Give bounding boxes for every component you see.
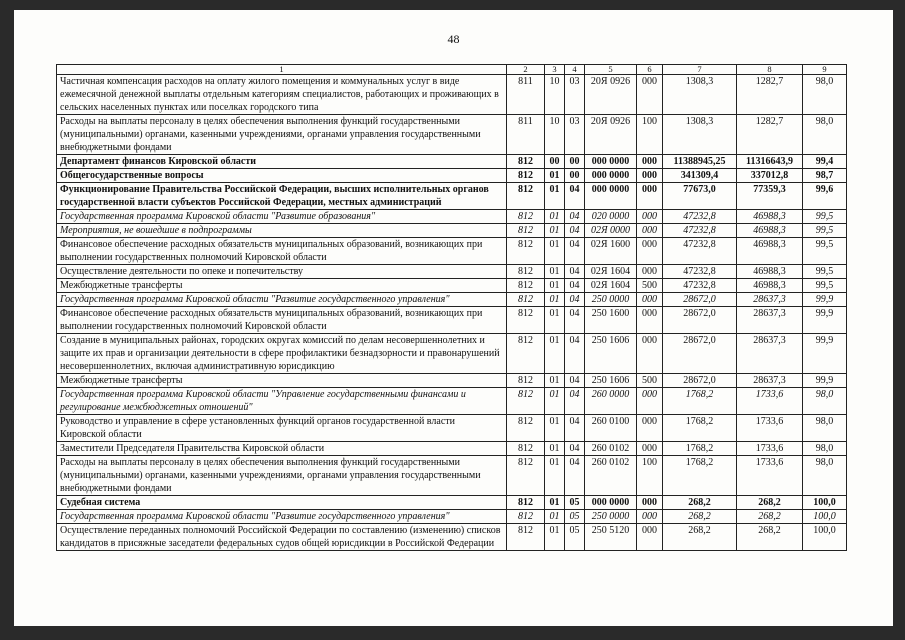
table-row: [57, 224, 847, 238]
subsection-code-cell: 04: [565, 265, 585, 279]
row-name-cell: Мероприятия, не вошедшие в подпрограммы: [57, 224, 507, 238]
expense-type-code-cell: 500: [637, 279, 663, 293]
column-header: 5: [585, 65, 637, 75]
ministry-code-cell: 812: [507, 238, 545, 265]
table-row: [57, 169, 847, 183]
ministry-code-cell: 812: [507, 415, 545, 442]
table-row: [57, 388, 847, 415]
expense-type-code-cell: 000: [637, 293, 663, 307]
table-row: [57, 75, 847, 115]
planned-amount-cell: 1768,2: [663, 388, 737, 415]
execution-percent-cell: 98,0: [803, 415, 847, 442]
executed-amount-cell: 337012,8: [737, 169, 803, 183]
ministry-code-cell: 812: [507, 496, 545, 510]
executed-amount-cell: 28637,3: [737, 334, 803, 374]
executed-amount-cell: 46988,3: [737, 224, 803, 238]
ministry-code-cell: 812: [507, 524, 545, 551]
table-row: [57, 279, 847, 293]
column-header: 7: [663, 65, 737, 75]
target-item-code-cell: 250 1606: [585, 374, 637, 388]
planned-amount-cell: 28672,0: [663, 293, 737, 307]
target-item-code-cell: 000 0000: [585, 183, 637, 210]
section-code-cell: 01: [545, 524, 565, 551]
section-code-cell: 10: [545, 75, 565, 115]
planned-amount-cell: 47232,8: [663, 238, 737, 265]
execution-percent-cell: 98,0: [803, 75, 847, 115]
subsection-code-cell: 04: [565, 279, 585, 293]
row-name-cell: Государственная программа Кировской области "Управление государственными финансами и регулирование межбюджетных отношений": [57, 388, 507, 415]
row-name-cell: Руководство и управление в сфере установленных функций органов государственной власти Кировской области: [57, 415, 507, 442]
planned-amount-cell: 341309,4: [663, 169, 737, 183]
row-name-cell: Создание в муниципальных районах, городских округах комиссий по делам несовершеннолетних и защите их прав и организации деятельности в сфере профилактики безнадзорности и правонарушений несовершеннолетних, включая административную юрисдикцию: [57, 334, 507, 374]
expense-type-code-cell: 100: [637, 115, 663, 155]
section-code-cell: 01: [545, 265, 565, 279]
subsection-code-cell: 04: [565, 442, 585, 456]
executed-amount-cell: 28637,3: [737, 307, 803, 334]
table-row: [57, 238, 847, 265]
ministry-code-cell: 812: [507, 169, 545, 183]
target-item-code-cell: 260 0000: [585, 388, 637, 415]
execution-percent-cell: 100,0: [803, 496, 847, 510]
ministry-code-cell: 812: [507, 279, 545, 293]
subsection-code-cell: 04: [565, 238, 585, 265]
subsection-code-cell: 05: [565, 510, 585, 524]
subsection-code-cell: 04: [565, 334, 585, 374]
subsection-code-cell: 00: [565, 155, 585, 169]
expense-type-code-cell: 500: [637, 374, 663, 388]
table-row: [57, 442, 847, 456]
subsection-code-cell: 00: [565, 169, 585, 183]
table-row: [57, 307, 847, 334]
execution-percent-cell: 98,0: [803, 115, 847, 155]
row-name-cell: Осуществление деятельности по опеке и попечительству: [57, 265, 507, 279]
table-row: [57, 115, 847, 155]
executed-amount-cell: 1733,6: [737, 442, 803, 456]
planned-amount-cell: 28672,0: [663, 334, 737, 374]
table-row: [57, 293, 847, 307]
subsection-code-cell: 04: [565, 224, 585, 238]
column-header: 2: [507, 65, 545, 75]
target-item-code-cell: 02Я 1604: [585, 279, 637, 293]
execution-percent-cell: 100,0: [803, 524, 847, 551]
execution-percent-cell: 99,5: [803, 210, 847, 224]
table-row: [57, 374, 847, 388]
expense-type-code-cell: 000: [637, 442, 663, 456]
column-number-header-row: [57, 65, 847, 75]
row-name-cell: Финансовое обеспечение расходных обязательств муниципальных образований, возникающих при выполнении государственных полномочий Кировской области: [57, 307, 507, 334]
section-code-cell: 01: [545, 279, 565, 293]
ministry-code-cell: 812: [507, 265, 545, 279]
planned-amount-cell: 1768,2: [663, 456, 737, 496]
expense-type-code-cell: 000: [637, 524, 663, 551]
page-number: 48: [447, 32, 460, 46]
target-item-code-cell: 250 0000: [585, 510, 637, 524]
executed-amount-cell: 28637,3: [737, 374, 803, 388]
section-code-cell: 10: [545, 115, 565, 155]
subsection-code-cell: 04: [565, 210, 585, 224]
expense-type-code-cell: 000: [637, 169, 663, 183]
ministry-code-cell: 812: [507, 224, 545, 238]
planned-amount-cell: 28672,0: [663, 374, 737, 388]
expense-type-code-cell: 000: [637, 334, 663, 374]
row-name-cell: Расходы на выплаты персоналу в целях обеспечения выполнения функций государственными (муниципальными) органами, казенными учреждениями, органами управления государственными внебюджетными фондами: [57, 456, 507, 496]
executed-amount-cell: 46988,3: [737, 265, 803, 279]
table-row: [57, 524, 847, 551]
ministry-code-cell: 812: [507, 210, 545, 224]
subsection-code-cell: 04: [565, 388, 585, 415]
executed-amount-cell: 28637,3: [737, 293, 803, 307]
planned-amount-cell: 1308,3: [663, 75, 737, 115]
planned-amount-cell: 77673,0: [663, 183, 737, 210]
planned-amount-cell: 47232,8: [663, 279, 737, 293]
table-row: [57, 334, 847, 374]
execution-percent-cell: 99,9: [803, 307, 847, 334]
ministry-code-cell: 811: [507, 115, 545, 155]
budget-table: [56, 64, 847, 551]
table-row: [57, 210, 847, 224]
execution-percent-cell: 99,4: [803, 155, 847, 169]
ministry-code-cell: 812: [507, 183, 545, 210]
ministry-code-cell: 812: [507, 334, 545, 374]
planned-amount-cell: 47232,8: [663, 265, 737, 279]
target-item-code-cell: 20Я 0926: [585, 115, 637, 155]
subsection-code-cell: 04: [565, 415, 585, 442]
expense-type-code-cell: 000: [637, 265, 663, 279]
section-code-cell: 01: [545, 238, 565, 265]
execution-percent-cell: 99,5: [803, 224, 847, 238]
row-name-cell: Частичная компенсация расходов на оплату жилого помещения и коммунальных услуг в виде ежемесячной денежной выплаты отдельным категориям специалистов, работающих и проживающих в сельских населенных пунктах или поселках городского типа: [57, 75, 507, 115]
ministry-code-cell: 811: [507, 75, 545, 115]
row-name-cell: Межбюджетные трансферты: [57, 374, 507, 388]
execution-percent-cell: 99,9: [803, 334, 847, 374]
expense-type-code-cell: 000: [637, 155, 663, 169]
section-code-cell: 01: [545, 293, 565, 307]
execution-percent-cell: 98,7: [803, 169, 847, 183]
planned-amount-cell: 28672,0: [663, 307, 737, 334]
section-code-cell: 01: [545, 224, 565, 238]
section-code-cell: 01: [545, 210, 565, 224]
execution-percent-cell: 99,9: [803, 374, 847, 388]
row-name-cell: Государственная программа Кировской области "Развитие государственного управления": [57, 293, 507, 307]
target-item-code-cell: 250 5120: [585, 524, 637, 551]
executed-amount-cell: 11316643,9: [737, 155, 803, 169]
planned-amount-cell: 1768,2: [663, 415, 737, 442]
executed-amount-cell: 46988,3: [737, 210, 803, 224]
table-row: [57, 456, 847, 496]
target-item-code-cell: 02Я 1600: [585, 238, 637, 265]
planned-amount-cell: 47232,8: [663, 224, 737, 238]
expense-type-code-cell: 000: [637, 388, 663, 415]
target-item-code-cell: 260 0102: [585, 442, 637, 456]
row-name-cell: Осуществление переданных полномочий Российской Федерации по составлению (изменению) списков кандидатов в присяжные заседатели федеральных судов общей юрисдикции в Российской Федерации: [57, 524, 507, 551]
ministry-code-cell: 812: [507, 155, 545, 169]
expense-type-code-cell: 000: [637, 510, 663, 524]
column-header: 4: [565, 65, 585, 75]
execution-percent-cell: 99,6: [803, 183, 847, 210]
ministry-code-cell: 812: [507, 388, 545, 415]
execution-percent-cell: 98,0: [803, 442, 847, 456]
execution-percent-cell: 98,0: [803, 456, 847, 496]
ministry-code-cell: 812: [507, 456, 545, 496]
target-item-code-cell: 02Я 1604: [585, 265, 637, 279]
subsection-code-cell: 04: [565, 307, 585, 334]
column-header: 8: [737, 65, 803, 75]
subsection-code-cell: 05: [565, 524, 585, 551]
target-item-code-cell: 260 0100: [585, 415, 637, 442]
executed-amount-cell: 1282,7: [737, 75, 803, 115]
table-row: [57, 496, 847, 510]
table-row: [57, 510, 847, 524]
executed-amount-cell: 77359,3: [737, 183, 803, 210]
executed-amount-cell: 1282,7: [737, 115, 803, 155]
row-name-cell: Функционирование Правительства Российской Федерации, высших исполнительных органов государственной власти субъектов Российской Федерации, местных администраций: [57, 183, 507, 210]
ministry-code-cell: 812: [507, 374, 545, 388]
ministry-code-cell: 812: [507, 510, 545, 524]
target-item-code-cell: 02Я 0000: [585, 224, 637, 238]
row-name-cell: Финансовое обеспечение расходных обязательств муниципальных образований, возникающих при выполнении государственных полномочий Кировской области: [57, 238, 507, 265]
table-row: [57, 183, 847, 210]
expense-type-code-cell: 000: [637, 224, 663, 238]
row-name-cell: Государственная программа Кировской области "Развитие государственного управления": [57, 510, 507, 524]
column-header: 9: [803, 65, 847, 75]
section-code-cell: 01: [545, 388, 565, 415]
execution-percent-cell: 99,5: [803, 238, 847, 265]
expense-type-code-cell: 000: [637, 75, 663, 115]
target-item-code-cell: 250 1606: [585, 334, 637, 374]
section-code-cell: 01: [545, 496, 565, 510]
expense-type-code-cell: 100: [637, 456, 663, 496]
executed-amount-cell: 46988,3: [737, 238, 803, 265]
row-name-cell: Департамент финансов Кировской области: [57, 155, 507, 169]
executed-amount-cell: 268,2: [737, 496, 803, 510]
section-code-cell: 01: [545, 183, 565, 210]
expense-type-code-cell: 000: [637, 307, 663, 334]
subsection-code-cell: 04: [565, 293, 585, 307]
section-code-cell: 01: [545, 307, 565, 334]
subsection-code-cell: 04: [565, 374, 585, 388]
row-name-cell: Заместители Председателя Правительства Кировской области: [57, 442, 507, 456]
target-item-code-cell: 000 0000: [585, 496, 637, 510]
target-item-code-cell: 000 0000: [585, 169, 637, 183]
ministry-code-cell: 812: [507, 293, 545, 307]
row-name-cell: Расходы на выплаты персоналу в целях обеспечения выполнения функций государственными (муниципальными) органами, казенными учреждениями, органами управления государственными внебюджетными фондами: [57, 115, 507, 155]
section-code-cell: 01: [545, 510, 565, 524]
row-name-cell: Межбюджетные трансферты: [57, 279, 507, 293]
section-code-cell: 01: [545, 415, 565, 442]
target-item-code-cell: 20Я 0926: [585, 75, 637, 115]
section-code-cell: 01: [545, 334, 565, 374]
execution-percent-cell: 98,0: [803, 388, 847, 415]
column-header: 6: [637, 65, 663, 75]
target-item-code-cell: 250 0000: [585, 293, 637, 307]
execution-percent-cell: 99,5: [803, 265, 847, 279]
section-code-cell: 01: [545, 442, 565, 456]
subsection-code-cell: 03: [565, 75, 585, 115]
executed-amount-cell: 268,2: [737, 510, 803, 524]
row-name-cell: Общегосударственные вопросы: [57, 169, 507, 183]
executed-amount-cell: 268,2: [737, 524, 803, 551]
planned-amount-cell: 268,2: [663, 496, 737, 510]
row-name-cell: Государственная программа Кировской области "Развитие образования": [57, 210, 507, 224]
section-code-cell: 01: [545, 169, 565, 183]
ministry-code-cell: 812: [507, 307, 545, 334]
column-header: 1: [57, 65, 507, 75]
subsection-code-cell: 05: [565, 496, 585, 510]
ministry-code-cell: 812: [507, 442, 545, 456]
row-name-cell: Судебная система: [57, 496, 507, 510]
executed-amount-cell: 1733,6: [737, 456, 803, 496]
target-item-code-cell: 250 1600: [585, 307, 637, 334]
table-row: [57, 415, 847, 442]
planned-amount-cell: 47232,8: [663, 210, 737, 224]
executed-amount-cell: 1733,6: [737, 415, 803, 442]
planned-amount-cell: 268,2: [663, 524, 737, 551]
subsection-code-cell: 04: [565, 456, 585, 496]
table-row: [57, 155, 847, 169]
section-code-cell: 01: [545, 374, 565, 388]
expense-type-code-cell: 000: [637, 415, 663, 442]
planned-amount-cell: 1308,3: [663, 115, 737, 155]
executed-amount-cell: 1733,6: [737, 388, 803, 415]
expense-type-code-cell: 000: [637, 238, 663, 265]
column-header: 3: [545, 65, 565, 75]
planned-amount-cell: 1768,2: [663, 442, 737, 456]
expense-type-code-cell: 000: [637, 210, 663, 224]
execution-percent-cell: 100,0: [803, 510, 847, 524]
executed-amount-cell: 46988,3: [737, 279, 803, 293]
target-item-code-cell: 020 0000: [585, 210, 637, 224]
expense-type-code-cell: 000: [637, 496, 663, 510]
target-item-code-cell: 000 0000: [585, 155, 637, 169]
section-code-cell: 01: [545, 456, 565, 496]
target-item-code-cell: 260 0102: [585, 456, 637, 496]
planned-amount-cell: 268,2: [663, 510, 737, 524]
expense-type-code-cell: 000: [637, 183, 663, 210]
subsection-code-cell: 03: [565, 115, 585, 155]
subsection-code-cell: 04: [565, 183, 585, 210]
document-page: [14, 10, 893, 626]
table-row: [57, 265, 847, 279]
planned-amount-cell: 11388945,25: [663, 155, 737, 169]
execution-percent-cell: 99,9: [803, 293, 847, 307]
execution-percent-cell: 99,5: [803, 279, 847, 293]
section-code-cell: 00: [545, 155, 565, 169]
